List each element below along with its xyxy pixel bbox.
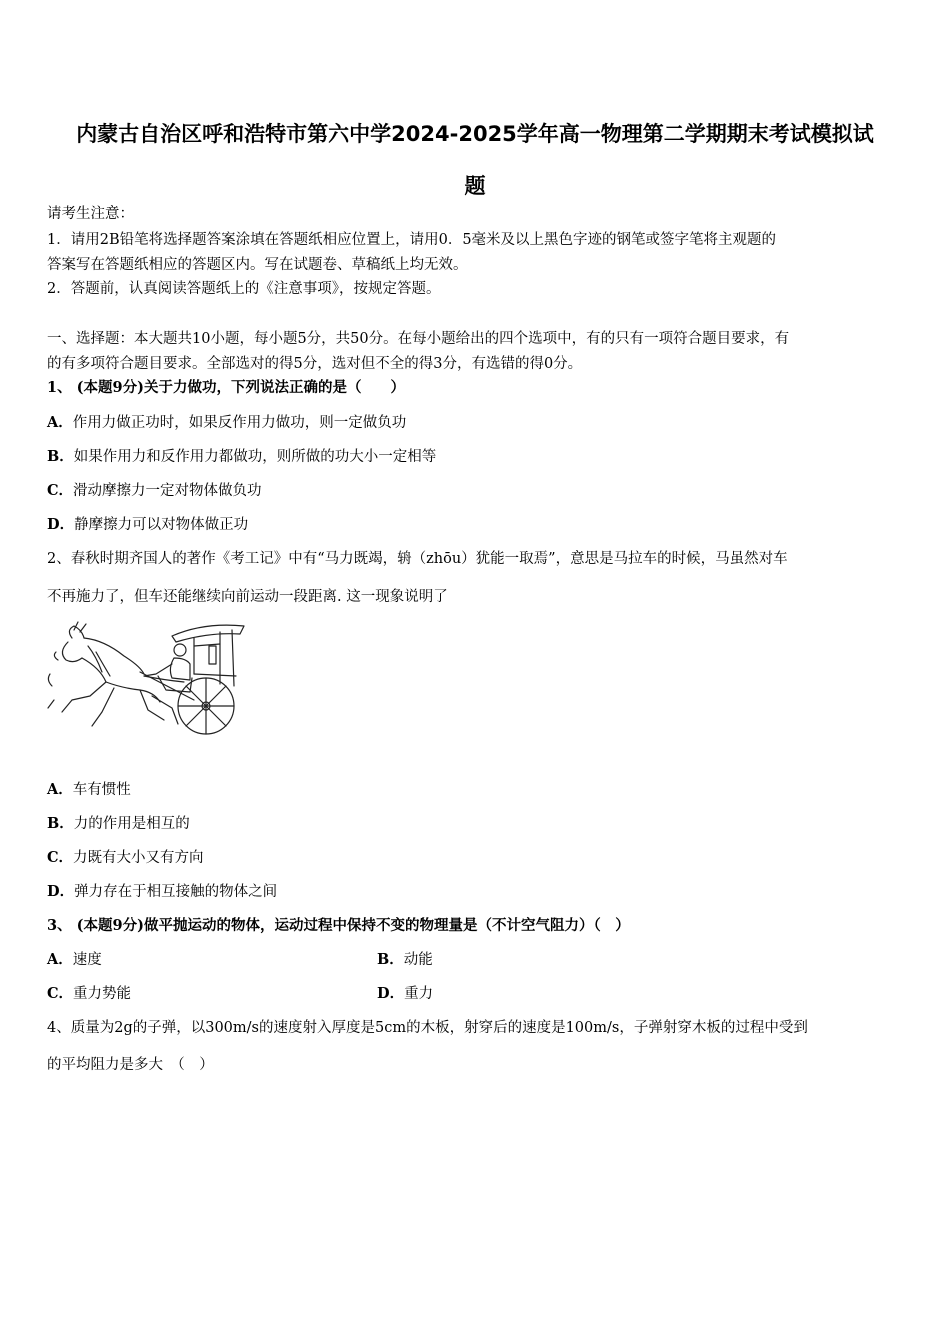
q3-option-b [377, 948, 433, 969]
option-text: 静摩擦力可以对物体做正功 [74, 517, 249, 533]
notice-item-1-cont: 答案写在答题纸相应的答题区内。写在试题卷、草稿纸上均无效。 [47, 257, 468, 273]
q3-option-a [47, 948, 102, 969]
option-text: 力既有大小又有方向 [73, 850, 204, 866]
exam-title [40, 108, 910, 212]
option-text: 重力势能 [73, 986, 132, 1002]
q2-option-c [47, 846, 204, 867]
option-label: D． [377, 985, 405, 1002]
q2-stem-1: 2、春秋时期齐国人的著作《考工记》中有“马力既竭，辀（zhōu）犹能一取焉”，意思是马拉车的时候，马虽然对车 [47, 551, 788, 567]
q1-option-a [47, 411, 406, 432]
option-text: 车有惯性 [72, 782, 131, 798]
section-heading-2: 的有多项符合题目要求。全部选对的得5分，选对但不全的得3分，有选错的得0分。 [47, 356, 583, 372]
q1-option-c [47, 479, 262, 500]
section-heading-1: 一、选择题：本大题共10小题，每小题5分，共50分。在每小题给出的四个选项中，有的只有一项符合题目要求，有 [47, 331, 790, 347]
q2-stem-2: 不再施力了，但车还能继续向前运动一段距离. 这一现象说明了 [47, 589, 448, 605]
q1-option-d [47, 513, 248, 534]
title-line-2: 题 [464, 174, 486, 198]
option-text: 如果作用力和反作用力都做功，则所做的功大小一定相等 [73, 449, 437, 465]
horse-chariot-illustration [44, 616, 248, 740]
option-text: 重力 [404, 986, 434, 1002]
option-text: 作用力做正功时，如果反作用力做功，则一定做负功 [72, 415, 407, 431]
q1-option-b [47, 445, 436, 466]
option-text: 滑动摩擦力一定对物体做负功 [73, 483, 262, 499]
option-label: C． [47, 849, 74, 866]
q4-stem-2: 的平均阻力是多大 （ ） [47, 1057, 214, 1073]
notice-heading: 请考生注意： [47, 206, 134, 222]
option-text: 动能 [403, 952, 433, 968]
option-text: 力的作用是相互的 [73, 816, 190, 832]
notice-item-2: 2．答题前，认真阅读答题纸上的《注意事项》，按规定答题。 [47, 281, 441, 297]
option-label: B． [377, 951, 404, 968]
option-text: 弹力存在于相互接触的物体之间 [74, 884, 278, 900]
option-label: B． [47, 448, 74, 465]
q2-option-b [47, 812, 190, 833]
option-label: C． [47, 482, 74, 499]
q3-option-c [47, 982, 131, 1003]
q3-option-d [377, 982, 433, 1003]
q1-stem: 1、 (本题9分)关于力做功，下列说法正确的是（ ） [47, 379, 405, 396]
q2-option-a [47, 778, 131, 799]
option-label: A． [47, 951, 73, 968]
q2-option-d [47, 880, 277, 901]
option-label: D． [47, 883, 75, 900]
option-label: D． [47, 516, 75, 533]
option-text: 速度 [72, 952, 102, 968]
option-label: A． [47, 781, 73, 798]
q3-stem: 3、 (本题9分)做平抛运动的物体，运动过程中保持不变的物理量是（不计空气阻力）（ ） [47, 917, 630, 934]
notice-item-1: 1．请用2B铅笔将选择题答案涂填在答题纸相应位置上，请用0．5毫米及以上黑色字迹的钢笔或签字笔将主观题的 [47, 232, 777, 248]
title-line-1: 内蒙古自治区呼和浩特市第六中学2024-2025学年高一物理第二学期期末考试模拟试 [76, 122, 874, 146]
option-label: B． [47, 815, 74, 832]
option-label: A． [47, 414, 73, 431]
q4-stem-1: 4、质量为2g的子弹，以300m/s的速度射入厚度是5cm的木板，射穿后的速度是100m/s，子弹射穿木板的过程中受到 [47, 1020, 808, 1036]
option-label: C． [47, 985, 74, 1002]
